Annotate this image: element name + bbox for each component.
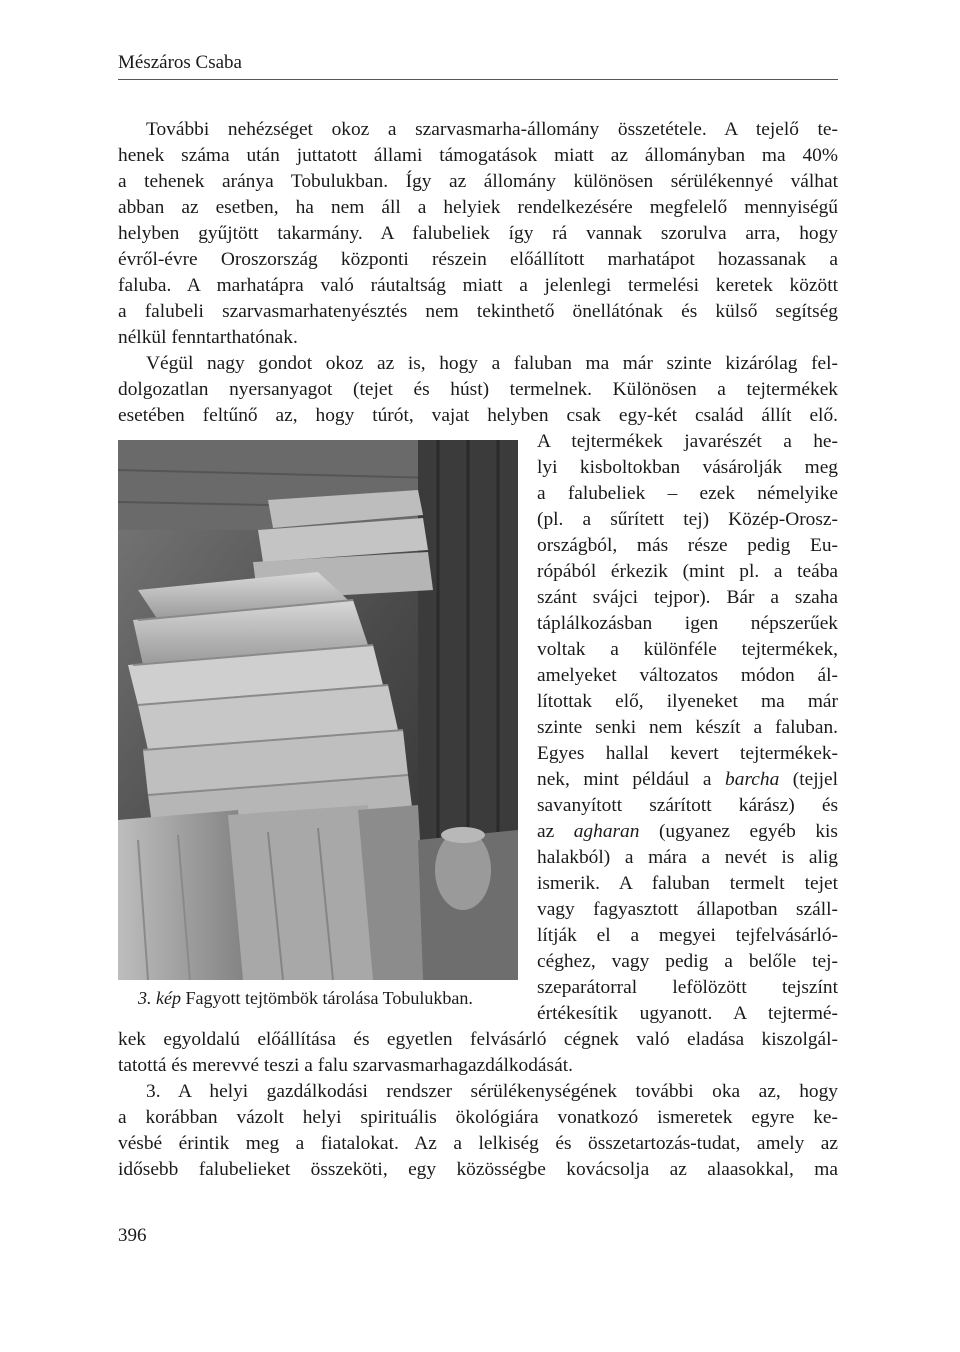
column-line: lítják el a megyei tejfelvásárló- bbox=[537, 925, 838, 946]
column-line-text: (tejjel bbox=[792, 769, 838, 790]
column-line: amelyeket változatos módon ál- bbox=[537, 665, 838, 686]
column-line: táplálkozásban igen népszerűek bbox=[537, 613, 838, 634]
body-line: faluba. A marhatápra való ráutaltság miatt a jelenlegi termelési keretek között bbox=[118, 275, 838, 296]
body-line: Végül nagy gondot okoz az is, hogy a faluban ma már szinte kizárólag fel- bbox=[146, 353, 838, 374]
column-line: szeparátorral lefölözött tejszínt bbox=[537, 977, 838, 998]
body-line: helyben gyűjtött takarmány. A falubeliek így rá vannak szorulva arra, hogy bbox=[118, 223, 838, 244]
body-line: nélkül fenntarthatónak. bbox=[118, 327, 298, 348]
column-line: szánt svájci tejpor). Bár a szaha bbox=[537, 587, 838, 608]
header-rule bbox=[118, 79, 838, 80]
body-line: a falubeli szarvasmarhatenyésztés nem tekinthető önellátónak és külső segítség bbox=[118, 301, 838, 322]
column-line: Egyes hallal kevert tejtermékek- bbox=[537, 743, 838, 764]
photo-frozen-milk-blocks bbox=[118, 440, 518, 980]
column-line: céghez, vagy pedig a belőle tej- bbox=[537, 951, 838, 972]
body-line: 3. A helyi gazdálkodási rendszer sérülékenységének további oka az, hogy bbox=[146, 1081, 838, 1102]
running-header-author: Mészáros Csaba bbox=[118, 52, 242, 73]
column-line: vagy fagyasztott állapotban száll- bbox=[537, 899, 838, 920]
column-line: lyi kisboltokban vásárolják meg bbox=[537, 457, 838, 478]
column-line: A tejtermékek javarészét a he- bbox=[537, 431, 838, 452]
page-number: 396 bbox=[118, 1225, 147, 1246]
column-line: értékesítik ugyanott. A tejtermé- bbox=[537, 1003, 838, 1024]
body-line: vésbé érintik meg a fiatalokat. Az a lelkiség és összetartozás-tudat, amely az bbox=[118, 1133, 838, 1154]
caption-number: 3. kép bbox=[138, 988, 181, 1008]
body-line: tatottá és merevvé teszi a falu szarvasmarhagazdálkodását. bbox=[118, 1055, 573, 1076]
column-line-text: az bbox=[537, 821, 555, 842]
column-line: rópából érkezik (mint pl. a teába bbox=[537, 561, 838, 582]
figure-caption bbox=[138, 986, 473, 1010]
column-line-text: nek, mint például a bbox=[537, 769, 712, 790]
term-barcha: barcha bbox=[725, 769, 780, 790]
column-line: ismerik. A faluban termelt tejet bbox=[537, 873, 838, 894]
column-line: (pl. a sűrített tej) Közép-Orosz- bbox=[537, 509, 838, 530]
column-line: voltak a különféle tejtermékek, bbox=[537, 639, 838, 660]
column-line: szinte senki nem készít a faluban. bbox=[537, 717, 838, 738]
column-line bbox=[537, 767, 838, 793]
body-line: kek egyoldalú előállítása és egyetlen felvásárló cégnek való eladása kiszolgál- bbox=[118, 1029, 838, 1050]
body-line: évről-évre Oroszország központi részein előállított marhatápot hozassanak a bbox=[118, 249, 838, 270]
body-line: abban az esetben, ha nem áll a helyiek rendelkezésére megfelelő mennyiségű bbox=[118, 197, 838, 218]
column-line: a falubeliek – ezek némelyike bbox=[537, 483, 838, 504]
body-line: esetében feltűnő az, hogy túrót, vajat helyben csak egy-két család állít elő. bbox=[118, 405, 838, 426]
column-line: lítottak elő, ilyeneket ma már bbox=[537, 691, 838, 712]
body-line: henek száma után juttatott állami támogatások miatt az állományban ma 40% bbox=[118, 145, 838, 166]
column-line: halakból) a mára a nevét is alig bbox=[537, 847, 838, 868]
body-line: dolgozatlan nyersanyagot (tejet és húst) termelnek. Különösen a tejtermékek bbox=[118, 379, 838, 400]
body-line: További nehézséget okoz a szarvasmarha-állomány összetétele. A tejelő te- bbox=[146, 119, 838, 140]
body-line: a tehenek aránya Tobulukban. Így az állomány különösen sérülékennyé válhat bbox=[118, 171, 838, 192]
body-line: idősebb falubelieket összeköti, egy közösségbe kovácsolja az alaasokkal, ma bbox=[118, 1159, 838, 1180]
column-line-text: (ugyanez egyéb kis bbox=[658, 821, 838, 842]
caption-text: Fagyott tejtömbök tárolása Tobulukban. bbox=[185, 988, 473, 1008]
column-line: országból, más része pedig Eu- bbox=[537, 535, 838, 556]
column-line: savanyított szárított kárász) és bbox=[537, 795, 838, 816]
body-line: a korábban vázolt helyi spirituális ökológiára vonatkozó ismeretek egyre ke- bbox=[118, 1107, 838, 1128]
term-agharan: agharan bbox=[573, 821, 640, 842]
column-line bbox=[537, 819, 838, 845]
